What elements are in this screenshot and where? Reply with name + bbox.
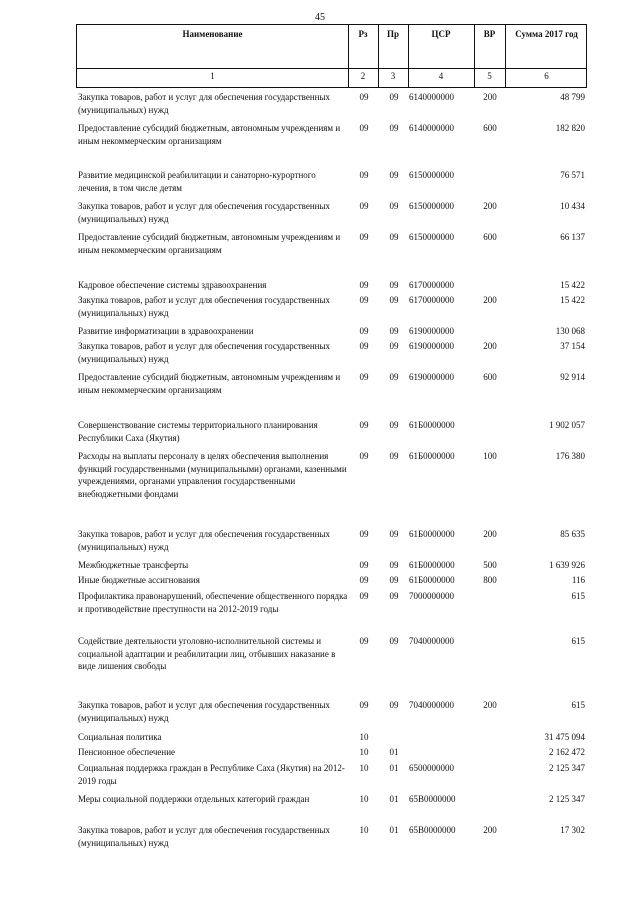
cell-vr: 200 [483,92,497,102]
cell-name: Кадровое обеспечение системы здравоохранения [78,280,267,290]
cell-pr: 09 [389,700,399,710]
cell-vr: 200 [483,295,497,305]
cell-name: Закупка товаров, работ и услуг для обеспечения государственных (муниципальных) нужд [78,295,331,318]
cell-csr: 6150000000 [409,232,454,242]
cell-sum: 176 380 [555,451,585,461]
cell-sum: 10 434 [560,201,585,211]
cell-rz: 09 [359,123,369,133]
cell-sum: 17 302 [560,825,585,835]
cell-vr: 800 [483,575,497,585]
cell-pr: 09 [389,295,399,305]
cell-rz: 09 [359,575,369,585]
cell-rz: 09 [359,591,369,601]
cell-name: Предоставление субсидий бюджетным, автономным учреждениям и иным некоммерческим организациям [78,123,341,146]
cell-rz: 09 [359,170,369,180]
cell-csr: 61Б0000000 [409,560,455,570]
cell-rz: 09 [359,420,369,430]
cell-name: Социальная политика [78,732,162,742]
cell-name: Предоставление субсидий бюджетным, автономным учреждениям и иным некоммерческим организациям [78,372,341,395]
cell-name: Социальная поддержка граждан в Республике Саха (Якутия) на 2012-2019 годы [78,763,345,786]
cell-sum: 66 137 [560,232,585,242]
cell-pr: 01 [389,763,399,773]
cell-rz: 09 [359,529,369,539]
cell-name: Закупка товаров, работ и услуг для обеспечения государственных (муниципальных) нужд [78,529,331,552]
cell-csr: 61Б0000000 [409,575,455,585]
cell-sum: 76 571 [560,170,585,180]
cell-sum: 1 639 926 [549,560,585,570]
cell-sum: 2 162 472 [549,747,585,757]
cell-sum: 92 914 [560,372,585,382]
cell-pr: 01 [389,794,399,804]
header-csr: ЦСР [431,29,451,39]
cell-pr: 09 [389,560,399,570]
cell-rz: 09 [359,560,369,570]
cell-sum: 15 422 [560,280,585,290]
cell-csr: 7040000000 [409,700,454,710]
header-name: Наименование [182,29,243,39]
cell-pr: 09 [389,636,399,646]
cell-rz: 10 [359,747,369,757]
cell-csr: 6170000000 [409,280,454,290]
header-col-number: 2 [360,71,366,81]
cell-sum: 37 154 [560,341,585,351]
header-vr: ВР [483,29,496,39]
table-header [76,24,587,88]
cell-rz: 09 [359,636,369,646]
cell-sum: 2 125 347 [549,794,585,804]
page-number: 45 [315,12,325,23]
cell-pr: 09 [389,326,399,336]
cell-name: Закупка товаров, работ и услуг для обеспечения государственных (муниципальных) нужд [78,700,331,723]
cell-csr: 61Б0000000 [409,451,455,461]
cell-name: Развитие медицинской реабилитации и санаторно-курортного лечения, в том числе детям [78,170,316,193]
cell-name: Пенсионное обеспечение [78,747,176,757]
cell-rz: 10 [359,732,369,742]
cell-rz: 09 [359,280,369,290]
cell-csr: 6140000000 [409,92,454,102]
cell-rz: 09 [359,201,369,211]
cell-csr: 7040000000 [409,636,454,646]
cell-vr: 500 [483,560,497,570]
cell-vr: 200 [483,700,497,710]
cell-sum: 15 422 [560,295,585,305]
cell-vr: 100 [483,451,497,461]
cell-sum: 48 799 [560,92,585,102]
cell-name: Межбюджетные трансферты [78,560,189,570]
cell-name: Развитие информатизации в здравоохранении [78,326,254,336]
cell-vr: 200 [483,825,497,835]
cell-csr: 65В0000000 [409,825,456,835]
header-col-number: 6 [544,71,549,81]
cell-sum: 615 [571,700,585,710]
cell-csr: 6170000000 [409,295,454,305]
cell-name: Закупка товаров, работ и услуг для обеспечения государственных (муниципальных) нужд [78,201,331,224]
cell-vr: 600 [483,232,497,242]
cell-csr: 6190000000 [409,326,454,336]
cell-pr: 09 [389,420,399,430]
cell-pr: 01 [389,747,399,757]
cell-csr: 6140000000 [409,123,454,133]
cell-sum: 85 635 [560,529,585,539]
cell-vr: 200 [483,201,497,211]
cell-vr: 600 [483,123,497,133]
cell-name: Закупка товаров, работ и услуг для обеспечения государственных (муниципальных) нужд [78,92,331,115]
cell-rz: 10 [359,825,369,835]
cell-pr: 09 [389,575,399,585]
cell-pr: 09 [389,372,399,382]
cell-pr: 09 [389,280,399,290]
cell-csr: 65В0000000 [409,794,456,804]
cell-name: Профилактика правонарушений, обеспечение общественного порядка и противодействие преступности на 2012-2019 годы [78,591,348,614]
cell-vr: 200 [483,529,497,539]
cell-vr: 200 [483,341,497,351]
cell-csr: 6190000000 [409,372,454,382]
cell-sum: 116 [571,575,585,585]
cell-rz: 09 [359,341,369,351]
cell-sum: 615 [571,591,585,601]
header-pr: Пр [386,29,399,39]
cell-pr: 09 [389,123,399,133]
cell-rz: 10 [359,763,369,773]
cell-rz: 09 [359,451,369,461]
cell-csr: 6150000000 [409,201,454,211]
cell-sum: 130 068 [555,326,585,336]
cell-csr: 6150000000 [409,170,454,180]
cell-sum: 182 820 [555,123,585,133]
header-col-number: 5 [487,71,492,81]
cell-pr: 01 [389,825,399,835]
cell-pr: 09 [389,591,399,601]
cell-sum: 615 [571,636,585,646]
cell-rz: 09 [359,295,369,305]
header-col-number: 3 [390,71,396,81]
cell-csr: 61Б0000000 [409,529,455,539]
cell-rz: 09 [359,92,369,102]
cell-csr: 6500000000 [409,763,454,773]
cell-pr: 09 [389,451,399,461]
cell-pr: 09 [389,232,399,242]
cell-sum: 2 125 347 [549,763,585,773]
cell-name: Меры социальной поддержки отдельных категорий граждан [78,794,310,804]
cell-rz: 09 [359,326,369,336]
header-col-number: 4 [438,71,444,81]
cell-name: Содействие деятельности уголовно-исполнительной системы и социальной адаптации и реабилитации лиц, отбывших наказание в виде лишения свободы [78,636,336,671]
cell-pr: 09 [389,341,399,351]
cell-pr: 09 [389,92,399,102]
cell-csr: 6190000000 [409,341,454,351]
cell-pr: 09 [389,529,399,539]
cell-rz: 09 [359,700,369,710]
cell-sum: 1 902 057 [549,420,585,430]
cell-pr: 09 [389,201,399,211]
cell-name: Закупка товаров, работ и услуг для обеспечения государственных (муниципальных) нужд [78,341,331,364]
cell-sum: 31 475 094 [544,732,585,742]
cell-name: Иные бюджетные ассигнования [78,575,200,585]
cell-name: Расходы на выплаты персоналу в целях обеспечения выполнения функций государственными (муниципальными) органами, казенными учреждениями, органами управления государственными внебюджетными фондами [78,451,347,499]
cell-name: Предоставление субсидий бюджетным, автономным учреждениям и иным некоммерческим организациям [78,232,341,255]
cell-name: Закупка товаров, работ и услуг для обеспечения государственных (муниципальных) нужд [78,825,331,848]
cell-csr: 61Б0000000 [409,420,455,430]
cell-rz: 09 [359,372,369,382]
header-col-number: 1 [210,71,215,81]
header-sum: Сумма 2017 год [515,29,578,39]
cell-vr: 600 [483,372,497,382]
header-rz: Рз [358,29,368,39]
cell-rz: 09 [359,232,369,242]
cell-name: Совершенствование системы территориального планирования Республики Саха (Якутия) [78,420,318,443]
cell-pr: 09 [389,170,399,180]
cell-rz: 10 [359,794,369,804]
cell-csr: 7000000000 [409,591,454,601]
